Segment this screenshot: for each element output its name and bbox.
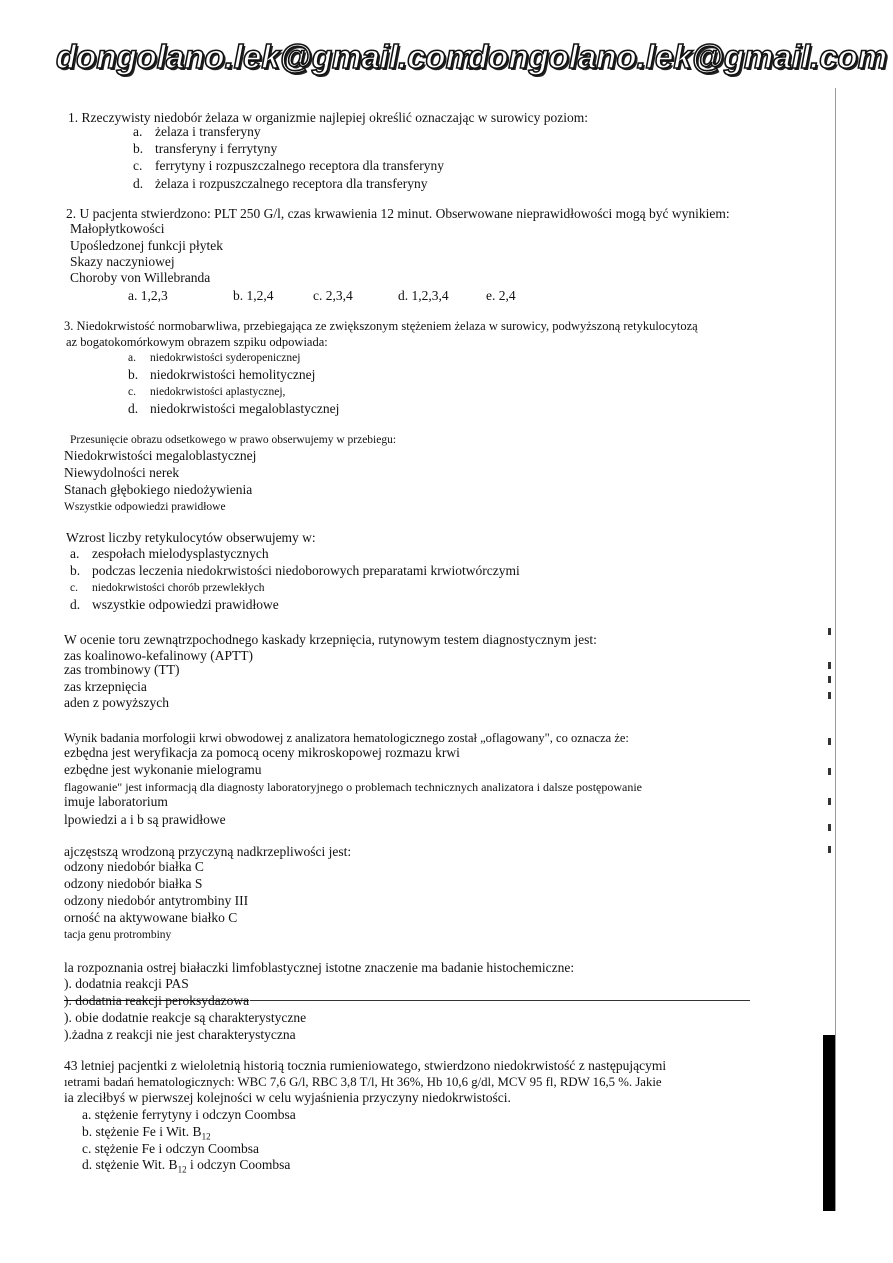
q2-item-4: Choroby von Willebranda xyxy=(70,270,211,285)
q10-option-a: a. stężenie ferrytyny i odczyn Coombsa xyxy=(82,1107,296,1122)
q3-option-a: a. niedokrwistości syderopenicznej xyxy=(128,352,301,364)
q4-option-2: Niewydolności nerek xyxy=(64,465,180,480)
q2-answer-d: d. 1,2,3,4 xyxy=(398,288,449,303)
q1-option-a: a. żelaza i transferyny xyxy=(133,124,261,139)
q10-option-c: c. stężenie Fe i odczyn Coombsa xyxy=(82,1141,259,1156)
scan-mark xyxy=(828,662,831,669)
q5-question: Wzrost liczby retykulocytów obserwujemy w: xyxy=(66,530,316,545)
q1-option-d: d. żelaza i rozpuszczalnego receptora dla transferyny xyxy=(133,176,428,191)
q7-option-2: ezbędne jest wykonanie mielogramu xyxy=(64,762,262,777)
q8-option-3: odzony niedobór antytrombiny III xyxy=(64,893,249,908)
q9-option-4: ).żadna z reakcji nie jest charakterystyczna xyxy=(64,1027,296,1042)
q6-option-4: aden z powyższych xyxy=(64,695,169,710)
q4-question: Przesunięcie obrazu odsetkowego w prawo obserwujemy w przebiegu: xyxy=(70,434,397,446)
q8-option-5: tacja genu protrombiny xyxy=(64,929,172,941)
q2-answers xyxy=(128,288,516,304)
q3-question-line2: az bogatokomórkowym obrazem szpiku odpowiada: xyxy=(66,335,328,349)
q1-option-c: c. ferrytyny i rozpuszczalnego receptora dla transferyny xyxy=(133,158,444,173)
q6-option-2: zas trombinowy (TT) xyxy=(64,662,180,677)
q5-option-d: d. wszystkie odpowiedzi prawidłowe xyxy=(70,597,279,612)
q4-option-1: Niedokrwistości megaloblastycznej xyxy=(64,448,257,463)
q8-option-4: orność na aktywowane białko C xyxy=(64,910,238,925)
q6-question: W ocenie toru zewnątrzpochodnego kaskady krzepnięcia, rutynowym testem diagnostycznym jest: xyxy=(64,632,597,647)
scan-mark xyxy=(828,676,831,683)
q4-option-3: Stanach głębokiego niedożywienia xyxy=(64,482,253,497)
q2-answer-e: e. 2,4 xyxy=(486,288,516,303)
q7-option-1: ezbędna jest weryfikacja za pomocą oceny mikroskopowej rozmazu krwi xyxy=(64,745,460,760)
q3-option-c: c. niedokrwistości aplastycznej, xyxy=(128,386,286,398)
q9-option-1: ). dodatnia reakcji PAS xyxy=(64,976,189,991)
q10-option-d: d. stężenie Wit. $B_{12}$ i odczyn Coombsa xyxy=(82,1157,291,1175)
q10-question-line3: ia zleciłbyś w pierwszej kolejności w celu wyjaśnienia przyczyny niedokrwistości. xyxy=(64,1090,511,1105)
q2-answer-b: b. 1,2,4 xyxy=(233,288,274,303)
q1-question: 1. Rzeczywisty niedobór żelaza w organizmie najlepiej określić oznaczając w surowicy poziom: xyxy=(68,110,589,125)
q1-option-b: b. transferyny i ferrytyny xyxy=(133,141,278,156)
scan-edge-line xyxy=(835,88,836,1211)
q7-question: Wynik badania morfologii krwi obwodowej z analizatora hematologicznego został „oflagowany", co oznacza że: xyxy=(64,731,629,745)
q6-option-1: zas koalinowo-kefalinowy (APTT) xyxy=(64,648,253,663)
q9-option-3: ). obie dodatnie reakcje są charakterystyczne xyxy=(64,1010,307,1025)
q8-option-1: odzony niedobór białka C xyxy=(64,859,204,874)
q10-question-line1: 43 letniej pacjentki z wieloletnią historią tocznia rumieniowatego, stwierdzono niedokrwistość z następującymi xyxy=(64,1058,667,1073)
q3-question-line1: 3. Niedokrwistość normobarwliwa, przebiegająca ze zwiększonym stężeniem żelaza w surowicy, podwyższoną retykulocytozą xyxy=(64,319,698,333)
scan-mark xyxy=(828,798,831,805)
scan-mark xyxy=(828,738,831,745)
q7-option-3-cont: imuje laboratorium xyxy=(64,794,168,809)
q5-option-b: b. podczas leczenia niedokrwistości niedoborowych preparatami krwiotwórczymi xyxy=(70,563,520,578)
q5-option-a: a. zespołach mielodysplastycznych xyxy=(70,546,269,561)
scan-mark xyxy=(828,768,831,775)
scan-edge-bar xyxy=(823,1035,835,1211)
scan-mark xyxy=(828,692,831,699)
q5-option-c: c. niedokrwistości chorób przewlekłych xyxy=(70,582,265,594)
q7-option-4: lpowiedzi a i b są prawidłowe xyxy=(64,812,226,827)
q2-answer-c: c. 2,3,4 xyxy=(313,288,353,303)
watermark-left: dongolano.lek@gmail.com xyxy=(56,38,476,75)
q10-question-line2: ıetrami badań hematologicznych: WBC 7,6 G/l, RBC 3,8 T/l, Ht 36%, Hb 10,6 g/dl, MCV 95 fl, RDW 16,5 %. Jakie xyxy=(64,1075,662,1089)
q6-option-3: zas krzepnięcia xyxy=(64,679,147,694)
scan-mark xyxy=(828,824,831,831)
q2-question: 2. U pacjenta stwierdzono: PLT 250 G/l, czas krwawienia 12 minut. Obserwowane nieprawidłowości mogą być wynikiem: xyxy=(66,206,730,221)
strike-rule xyxy=(250,1000,750,1001)
q9-question: la rozpoznania ostrej białaczki limfoblastycznej istotne znaczenie ma badanie histochemiczne: xyxy=(64,960,575,975)
scan-mark xyxy=(828,628,831,635)
q3-option-d: d. niedokrwistości megaloblastycznej xyxy=(128,401,340,416)
q8-question: ajczęstszą wrodzoną przyczyną nadkrzepliwości jest: xyxy=(64,844,352,859)
q3-option-b: b. niedokrwistości hemolitycznej xyxy=(128,367,316,382)
q8-option-2: odzony niedobór białka S xyxy=(64,876,203,891)
q2-item-3: Skazy naczyniowej xyxy=(70,254,175,269)
scan-mark xyxy=(828,846,831,853)
q9-option-2: ). dodatnia reakcji peroksydazowa xyxy=(64,993,250,1008)
q10-option-b: b. stężenie Fe i Wit. $B_{12}$ xyxy=(82,1124,211,1142)
watermark-right: dongolano.lek@gmail.com xyxy=(468,38,888,75)
q7-option-3: flagowanie" jest informacją dla diagnosty laboratoryjnego o problemach technicznych analizatora i dalsze postępowanie xyxy=(64,780,643,794)
q2-item-1: Małopłytkowości xyxy=(70,221,165,236)
q2-answer-a: a. 1,2,3 xyxy=(128,288,168,303)
q2-item-2: Upośledzonej funkcji płytek xyxy=(70,238,223,253)
q4-option-4: Wszystkie odpowiedzi prawidłowe xyxy=(64,501,226,513)
